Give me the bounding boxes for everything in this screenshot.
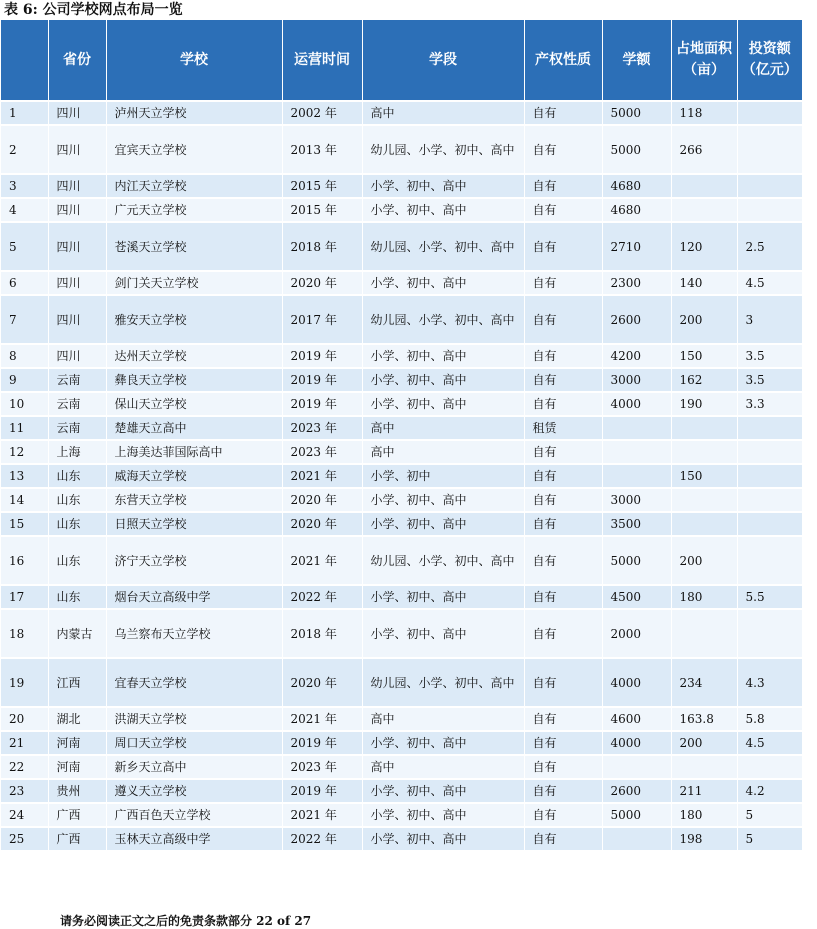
cell-operation-time: 2019 年 <box>282 731 362 755</box>
cell-school: 洪湖天立学校 <box>106 707 282 731</box>
header-investment: 投资额（亿元） <box>737 20 802 101</box>
cell-operation-time: 2019 年 <box>282 779 362 803</box>
cell-stage: 幼儿园、小学、初中、高中 <box>362 536 524 585</box>
cell-ownership: 自有 <box>524 536 602 585</box>
table-row <box>1 198 802 222</box>
cell-investment <box>737 755 802 779</box>
cell-area: 200 <box>671 731 737 755</box>
cell-stage: 小学、初中、高中 <box>362 344 524 368</box>
cell-capacity: 4000 <box>602 658 671 707</box>
cell-stage: 小学、初中、高中 <box>362 392 524 416</box>
cell-investment <box>737 440 802 464</box>
cell-ownership: 自有 <box>524 295 602 344</box>
table-row <box>1 779 802 803</box>
table-row <box>1 222 802 271</box>
cell-investment: 4.3 <box>737 658 802 707</box>
cell-stage: 幼儿园、小学、初中、高中 <box>362 658 524 707</box>
table-row <box>1 512 802 536</box>
cell-ownership: 自有 <box>524 731 602 755</box>
header-province: 省份 <box>48 20 106 101</box>
cell-index: 21 <box>1 731 48 755</box>
cell-index: 16 <box>1 536 48 585</box>
cell-school: 上海美达菲国际高中 <box>106 440 282 464</box>
cell-operation-time: 2021 年 <box>282 707 362 731</box>
cell-province: 四川 <box>48 125 106 174</box>
table-caption: 表 6: 公司学校网点布局一览 <box>4 2 183 18</box>
cell-school: 广元天立学校 <box>106 198 282 222</box>
table-row <box>1 827 802 850</box>
cell-investment: 5.5 <box>737 585 802 609</box>
header-row <box>1 20 802 101</box>
cell-ownership: 自有 <box>524 344 602 368</box>
cell-stage: 小学、初中、高中 <box>362 585 524 609</box>
cell-area: 150 <box>671 464 737 488</box>
cell-investment <box>737 101 802 125</box>
cell-capacity: 3000 <box>602 488 671 512</box>
cell-operation-time: 2019 年 <box>282 344 362 368</box>
cell-province: 云南 <box>48 392 106 416</box>
cell-investment: 5.8 <box>737 707 802 731</box>
cell-province: 云南 <box>48 416 106 440</box>
cell-index: 6 <box>1 271 48 295</box>
cell-index: 5 <box>1 222 48 271</box>
cell-capacity: 3000 <box>602 368 671 392</box>
cell-index: 9 <box>1 368 48 392</box>
cell-stage: 小学、初中 <box>362 464 524 488</box>
cell-school: 玉林天立高级中学 <box>106 827 282 850</box>
cell-investment: 4.5 <box>737 271 802 295</box>
table-row <box>1 295 802 344</box>
cell-capacity: 5000 <box>602 803 671 827</box>
cell-ownership: 自有 <box>524 222 602 271</box>
header-operation-time: 运营时间 <box>282 20 362 101</box>
header-index <box>1 20 48 101</box>
header-capacity: 学额 <box>602 20 671 101</box>
table-row <box>1 392 802 416</box>
cell-ownership: 自有 <box>524 658 602 707</box>
header-area: 占地面积（亩） <box>671 20 737 101</box>
table-row <box>1 440 802 464</box>
cell-province: 四川 <box>48 101 106 125</box>
cell-province: 上海 <box>48 440 106 464</box>
cell-index: 18 <box>1 609 48 658</box>
cell-school: 保山天立学校 <box>106 392 282 416</box>
cell-index: 25 <box>1 827 48 850</box>
cell-province: 山东 <box>48 464 106 488</box>
table-row <box>1 464 802 488</box>
table-row <box>1 416 802 440</box>
cell-stage: 高中 <box>362 101 524 125</box>
cell-capacity: 4000 <box>602 731 671 755</box>
cell-capacity: 4000 <box>602 392 671 416</box>
cell-investment <box>737 536 802 585</box>
cell-operation-time: 2023 年 <box>282 440 362 464</box>
cell-capacity: 4200 <box>602 344 671 368</box>
cell-ownership: 自有 <box>524 368 602 392</box>
cell-index: 3 <box>1 174 48 198</box>
cell-ownership: 自有 <box>524 585 602 609</box>
cell-area: 200 <box>671 536 737 585</box>
cell-area <box>671 198 737 222</box>
cell-operation-time: 2020 年 <box>282 658 362 707</box>
cell-operation-time: 2019 年 <box>282 392 362 416</box>
school-table <box>1 20 802 850</box>
cell-province: 山东 <box>48 536 106 585</box>
cell-ownership: 自有 <box>524 779 602 803</box>
cell-school: 达州天立学校 <box>106 344 282 368</box>
cell-area: 162 <box>671 368 737 392</box>
cell-operation-time: 2021 年 <box>282 803 362 827</box>
page-footer: 请务必阅读正文之后的免责条款部分 22 of 27 <box>60 914 312 928</box>
cell-index: 20 <box>1 707 48 731</box>
cell-area <box>671 609 737 658</box>
cell-index: 11 <box>1 416 48 440</box>
cell-investment <box>737 125 802 174</box>
cell-area <box>671 488 737 512</box>
cell-stage: 小学、初中、高中 <box>362 803 524 827</box>
cell-school: 宜春天立学校 <box>106 658 282 707</box>
cell-stage: 高中 <box>362 755 524 779</box>
cell-index: 7 <box>1 295 48 344</box>
cell-stage: 小学、初中、高中 <box>362 731 524 755</box>
cell-capacity <box>602 827 671 850</box>
cell-school: 济宁天立学校 <box>106 536 282 585</box>
cell-index: 4 <box>1 198 48 222</box>
cell-stage: 高中 <box>362 440 524 464</box>
cell-province: 四川 <box>48 271 106 295</box>
cell-capacity: 2300 <box>602 271 671 295</box>
cell-stage: 小学、初中、高中 <box>362 271 524 295</box>
cell-ownership: 自有 <box>524 392 602 416</box>
cell-school: 苍溪天立学校 <box>106 222 282 271</box>
cell-area: 150 <box>671 344 737 368</box>
cell-operation-time: 2023 年 <box>282 755 362 779</box>
cell-stage: 幼儿园、小学、初中、高中 <box>362 295 524 344</box>
cell-ownership: 自有 <box>524 440 602 464</box>
cell-area: 118 <box>671 101 737 125</box>
cell-area: 140 <box>671 271 737 295</box>
cell-school: 泸州天立学校 <box>106 101 282 125</box>
cell-area: 163.8 <box>671 707 737 731</box>
cell-province: 江西 <box>48 658 106 707</box>
cell-index: 23 <box>1 779 48 803</box>
cell-capacity <box>602 755 671 779</box>
cell-index: 19 <box>1 658 48 707</box>
cell-school: 乌兰察布天立学校 <box>106 609 282 658</box>
cell-investment <box>737 464 802 488</box>
cell-capacity: 5000 <box>602 536 671 585</box>
cell-investment: 3.3 <box>737 392 802 416</box>
cell-index: 15 <box>1 512 48 536</box>
header-stage: 学段 <box>362 20 524 101</box>
table-row <box>1 585 802 609</box>
cell-operation-time: 2013 年 <box>282 125 362 174</box>
cell-operation-time: 2020 年 <box>282 512 362 536</box>
cell-area: 200 <box>671 295 737 344</box>
cell-school: 内江天立学校 <box>106 174 282 198</box>
cell-investment: 5 <box>737 803 802 827</box>
cell-province: 四川 <box>48 174 106 198</box>
cell-stage: 幼儿园、小学、初中、高中 <box>362 222 524 271</box>
cell-school: 雅安天立学校 <box>106 295 282 344</box>
cell-operation-time: 2015 年 <box>282 198 362 222</box>
cell-operation-time: 2019 年 <box>282 368 362 392</box>
table-row <box>1 755 802 779</box>
cell-ownership: 自有 <box>524 803 602 827</box>
header-school: 学校 <box>106 20 282 101</box>
cell-area: 180 <box>671 803 737 827</box>
cell-operation-time: 2022 年 <box>282 585 362 609</box>
table-row <box>1 368 802 392</box>
cell-operation-time: 2021 年 <box>282 464 362 488</box>
cell-area <box>671 174 737 198</box>
cell-investment: 3 <box>737 295 802 344</box>
cell-school: 烟台天立高级中学 <box>106 585 282 609</box>
cell-school: 威海天立学校 <box>106 464 282 488</box>
table-row <box>1 731 802 755</box>
cell-ownership: 自有 <box>524 512 602 536</box>
cell-school: 周口天立学校 <box>106 731 282 755</box>
cell-operation-time: 2018 年 <box>282 222 362 271</box>
cell-investment: 3.5 <box>737 344 802 368</box>
cell-stage: 小学、初中、高中 <box>362 198 524 222</box>
cell-area <box>671 416 737 440</box>
cell-ownership: 自有 <box>524 101 602 125</box>
table-row <box>1 174 802 198</box>
table-row <box>1 125 802 174</box>
cell-operation-time: 2018 年 <box>282 609 362 658</box>
cell-index: 1 <box>1 101 48 125</box>
cell-operation-time: 2002 年 <box>282 101 362 125</box>
cell-school: 宜宾天立学校 <box>106 125 282 174</box>
cell-province: 内蒙古 <box>48 609 106 658</box>
cell-ownership: 自有 <box>524 464 602 488</box>
cell-area: 266 <box>671 125 737 174</box>
cell-stage: 高中 <box>362 707 524 731</box>
cell-capacity: 2710 <box>602 222 671 271</box>
table-row <box>1 271 802 295</box>
cell-ownership: 自有 <box>524 755 602 779</box>
cell-investment <box>737 488 802 512</box>
cell-area: 211 <box>671 779 737 803</box>
cell-school: 遵义天立学校 <box>106 779 282 803</box>
cell-school: 东营天立学校 <box>106 488 282 512</box>
cell-investment <box>737 512 802 536</box>
cell-stage: 小学、初中、高中 <box>362 512 524 536</box>
cell-investment <box>737 174 802 198</box>
cell-area <box>671 440 737 464</box>
cell-ownership: 自有 <box>524 125 602 174</box>
cell-school: 日照天立学校 <box>106 512 282 536</box>
cell-province: 河南 <box>48 731 106 755</box>
cell-ownership: 租赁 <box>524 416 602 440</box>
cell-index: 14 <box>1 488 48 512</box>
cell-operation-time: 2017 年 <box>282 295 362 344</box>
cell-index: 24 <box>1 803 48 827</box>
cell-school: 广西百色天立学校 <box>106 803 282 827</box>
cell-area: 180 <box>671 585 737 609</box>
cell-investment: 5 <box>737 827 802 850</box>
cell-area: 234 <box>671 658 737 707</box>
cell-stage: 小学、初中、高中 <box>362 174 524 198</box>
cell-school: 彝良天立学校 <box>106 368 282 392</box>
cell-stage: 小学、初中、高中 <box>362 488 524 512</box>
cell-capacity: 4680 <box>602 198 671 222</box>
cell-investment <box>737 198 802 222</box>
cell-investment <box>737 416 802 440</box>
cell-area <box>671 755 737 779</box>
cell-operation-time: 2015 年 <box>282 174 362 198</box>
cell-index: 10 <box>1 392 48 416</box>
cell-ownership: 自有 <box>524 827 602 850</box>
cell-province: 广西 <box>48 803 106 827</box>
cell-province: 山东 <box>48 488 106 512</box>
cell-operation-time: 2022 年 <box>282 827 362 850</box>
cell-investment <box>737 609 802 658</box>
cell-ownership: 自有 <box>524 174 602 198</box>
cell-investment: 2.5 <box>737 222 802 271</box>
table-row <box>1 101 802 125</box>
cell-province: 四川 <box>48 344 106 368</box>
cell-capacity: 5000 <box>602 101 671 125</box>
cell-province: 贵州 <box>48 779 106 803</box>
cell-stage: 小学、初中、高中 <box>362 609 524 658</box>
cell-school: 新乡天立高中 <box>106 755 282 779</box>
cell-ownership: 自有 <box>524 488 602 512</box>
cell-stage: 小学、初中、高中 <box>362 779 524 803</box>
table-row <box>1 803 802 827</box>
cell-capacity <box>602 464 671 488</box>
cell-province: 河南 <box>48 755 106 779</box>
cell-province: 云南 <box>48 368 106 392</box>
cell-index: 13 <box>1 464 48 488</box>
cell-ownership: 自有 <box>524 271 602 295</box>
cell-stage: 小学、初中、高中 <box>362 368 524 392</box>
cell-capacity: 2600 <box>602 295 671 344</box>
cell-area: 190 <box>671 392 737 416</box>
table-row <box>1 658 802 707</box>
cell-province: 湖北 <box>48 707 106 731</box>
cell-investment: 4.2 <box>737 779 802 803</box>
cell-area: 120 <box>671 222 737 271</box>
cell-capacity: 3500 <box>602 512 671 536</box>
table-row <box>1 488 802 512</box>
cell-stage: 幼儿园、小学、初中、高中 <box>362 125 524 174</box>
cell-capacity: 4680 <box>602 174 671 198</box>
cell-capacity <box>602 440 671 464</box>
cell-school: 楚雄天立高中 <box>106 416 282 440</box>
cell-capacity <box>602 416 671 440</box>
cell-province: 山东 <box>48 512 106 536</box>
table-row <box>1 344 802 368</box>
cell-province: 四川 <box>48 222 106 271</box>
cell-index: 17 <box>1 585 48 609</box>
cell-capacity: 5000 <box>602 125 671 174</box>
cell-area <box>671 512 737 536</box>
cell-index: 8 <box>1 344 48 368</box>
table-row <box>1 536 802 585</box>
cell-province: 山东 <box>48 585 106 609</box>
cell-index: 12 <box>1 440 48 464</box>
cell-capacity: 4600 <box>602 707 671 731</box>
cell-stage: 小学、初中、高中 <box>362 827 524 850</box>
cell-investment: 4.5 <box>737 731 802 755</box>
cell-province: 四川 <box>48 295 106 344</box>
header-ownership: 产权性质 <box>524 20 602 101</box>
cell-index: 2 <box>1 125 48 174</box>
cell-school: 剑门关天立学校 <box>106 271 282 295</box>
cell-capacity: 4500 <box>602 585 671 609</box>
cell-operation-time: 2023 年 <box>282 416 362 440</box>
cell-investment: 3.5 <box>737 368 802 392</box>
cell-area: 198 <box>671 827 737 850</box>
table-row <box>1 609 802 658</box>
cell-province: 广西 <box>48 827 106 850</box>
cell-ownership: 自有 <box>524 198 602 222</box>
cell-operation-time: 2021 年 <box>282 536 362 585</box>
cell-capacity: 2000 <box>602 609 671 658</box>
cell-ownership: 自有 <box>524 707 602 731</box>
cell-province: 四川 <box>48 198 106 222</box>
cell-index: 22 <box>1 755 48 779</box>
cell-operation-time: 2020 年 <box>282 271 362 295</box>
cell-stage: 高中 <box>362 416 524 440</box>
table-row <box>1 707 802 731</box>
cell-ownership: 自有 <box>524 609 602 658</box>
cell-operation-time: 2020 年 <box>282 488 362 512</box>
cell-capacity: 2600 <box>602 779 671 803</box>
